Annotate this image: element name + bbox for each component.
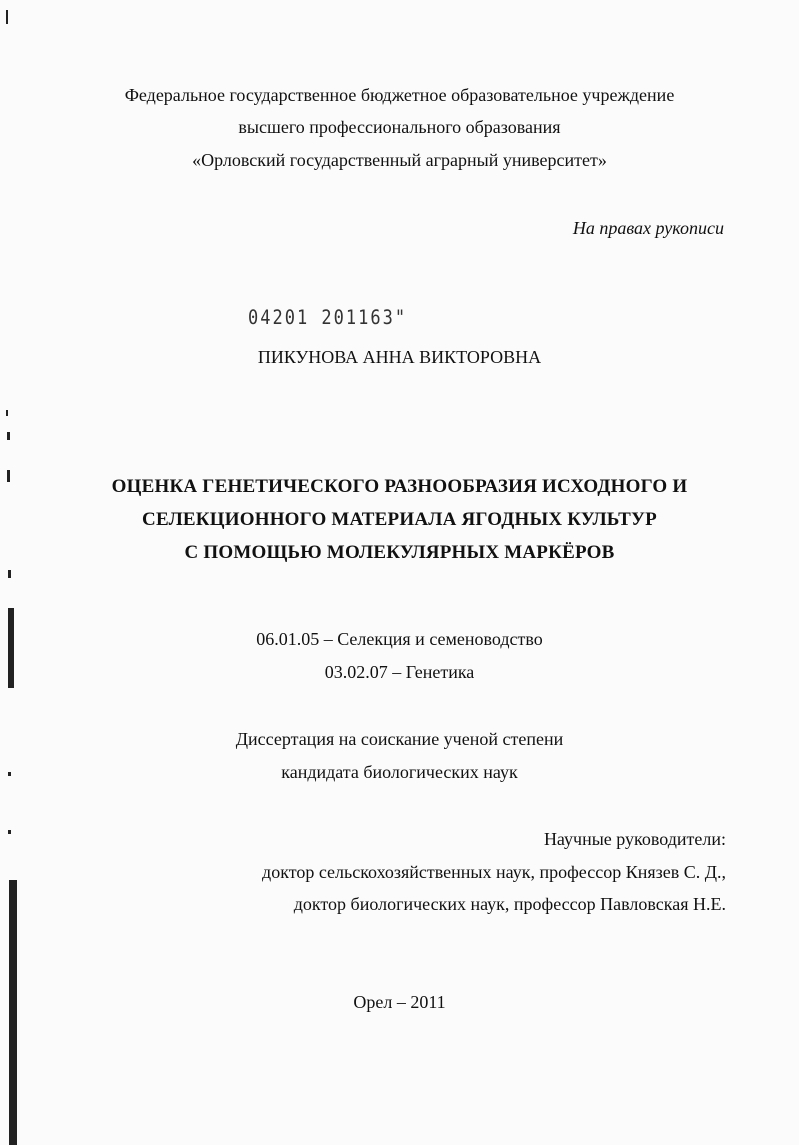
title-line-1: ОЦЕНКА ГЕНЕТИЧЕСКОГО РАЗНООБРАЗИЯ ИСХОДНОГО И [111,476,688,497]
scan-edge-marks [0,0,30,1145]
institution-line-2: высшего профессионального образования [238,117,561,137]
manuscript-note: На правах рукописи [572,218,724,238]
title-line-2: СЕЛЕКЦИОННОГО МАТЕРИАЛА ЯГОДНЫХ КУЛЬТУР [142,509,657,530]
degree-line-2: кандидата биологических наук [281,762,518,782]
supervisors-heading: Научные руководители: [543,829,726,849]
supervisor-1: доктор сельскохозяйственных наук, профессор Князев С. Д., [262,862,726,882]
supervisor-2: доктор биологических наук, профессор Павловская Н.Е. [293,894,726,914]
institution-line-1: Федеральное государственное бюджетное образовательное учреждение [124,85,675,105]
author-name: ПИКУНОВА АННА ВИКТОРОВНА [257,347,542,367]
institution-line-3: «Орловский государственный аграрный университет» [192,150,607,170]
specialty-1: 06.01.05 – Селекция и семеноводство [256,629,543,649]
title-line-3: С ПОМОЩЬЮ МОЛЕКУЛЯРНЫХ МАРКЁРОВ [184,542,615,563]
specialty-2: 03.02.07 – Генетика [324,662,475,682]
degree-line-1: Диссертация на соискание ученой степени [235,729,564,749]
place-year: Орел – 2011 [353,992,446,1012]
registry-number-stamp: 04201 201163" [248,306,408,330]
